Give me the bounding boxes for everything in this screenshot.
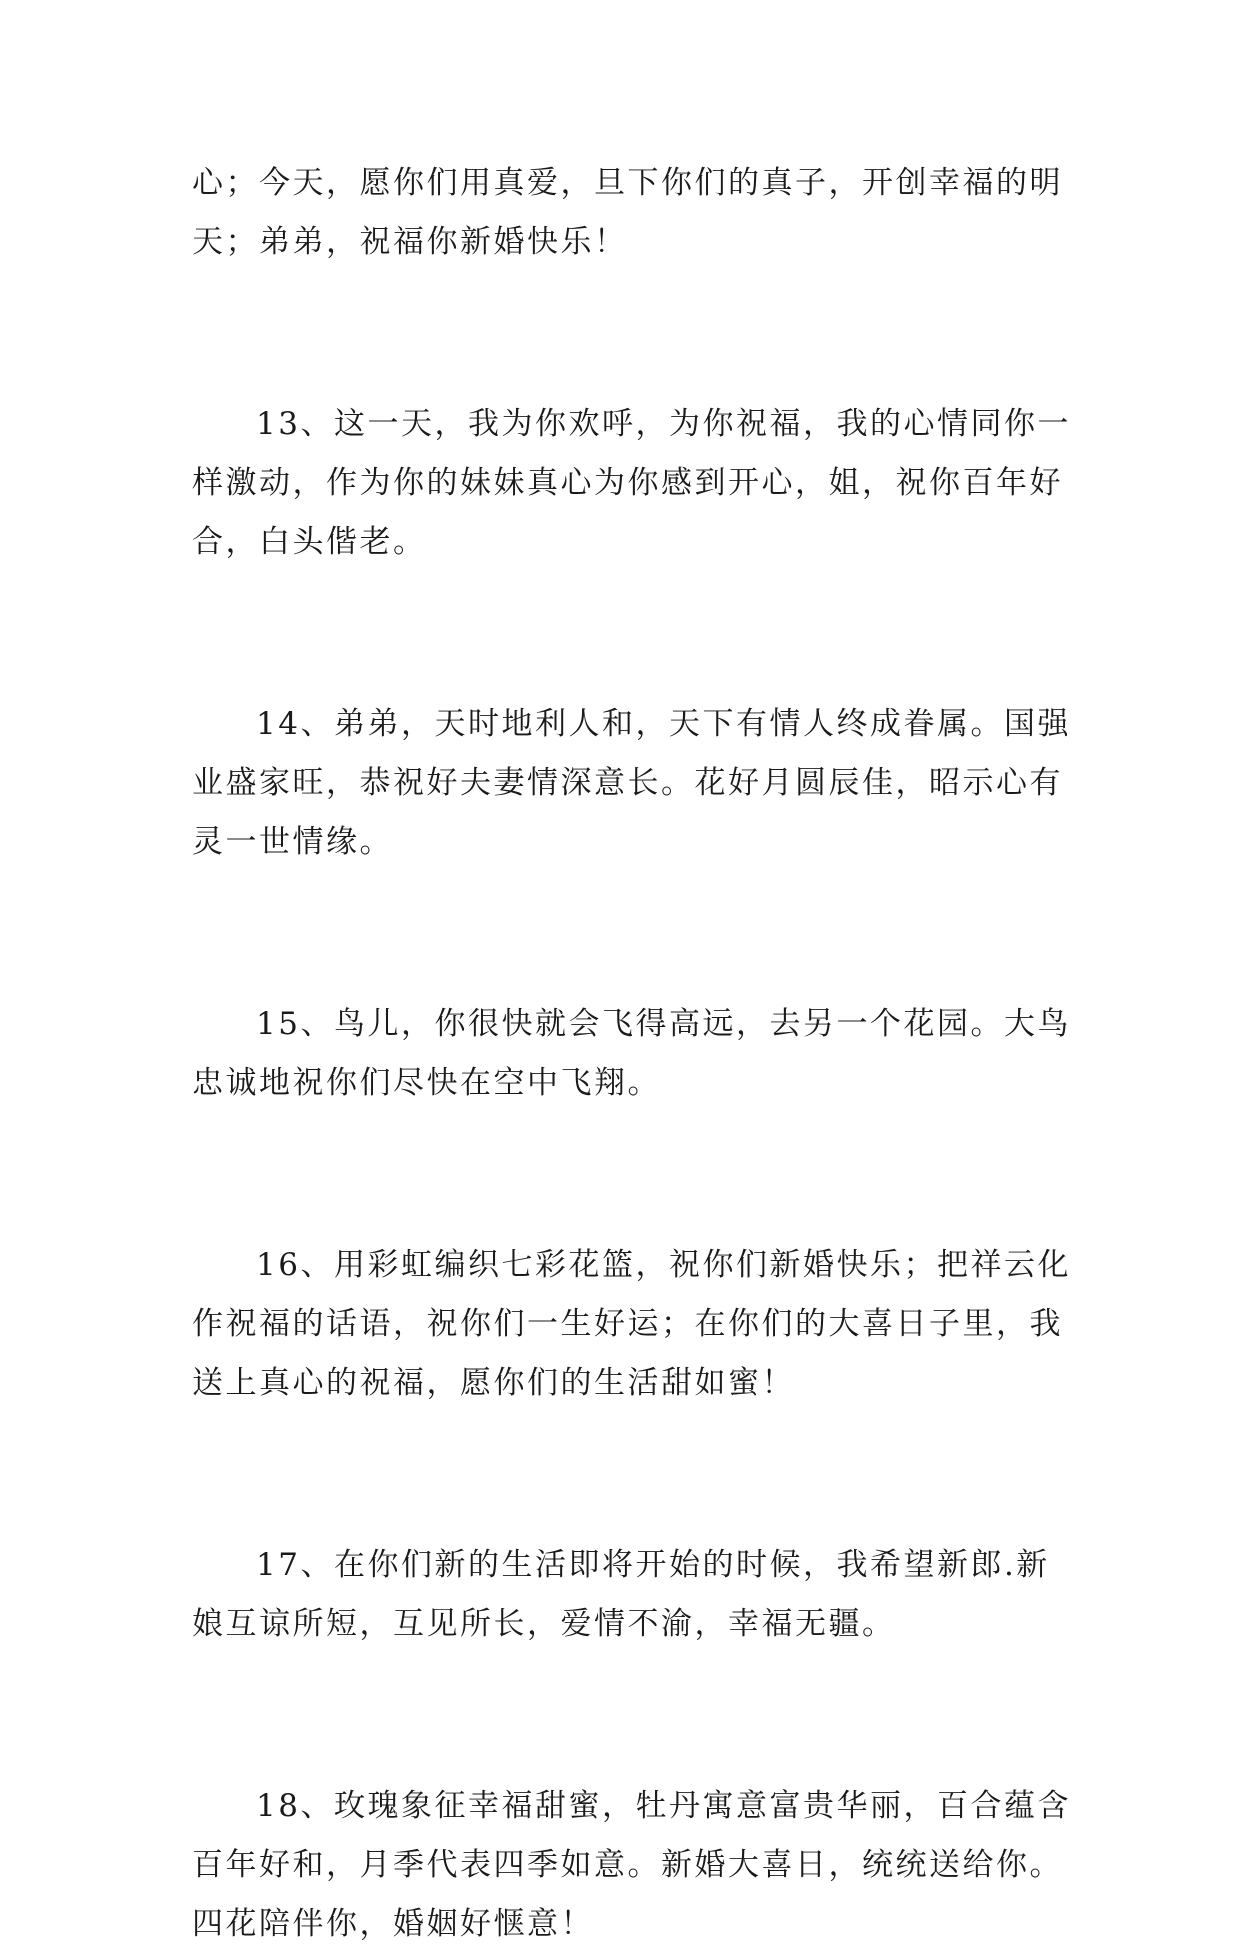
paragraph-16 [192, 1236, 1072, 1413]
text-line: 娘互谅所短，互见所长，爱情不渝，幸福无疆。 [192, 1606, 896, 1642]
text-line: 送上真心的祝福，愿你们的生活甜如蜜！ [192, 1365, 795, 1401]
text-line: 13、这一天，我为你欢呼，为你祝福，我的心情同你一 [256, 406, 1071, 442]
paragraph-13 [192, 395, 1072, 572]
text-line: 四花陪伴你，婚姻好惬意！ [192, 1906, 594, 1942]
text-line: 17、在你们新的生活即将开始的时候，我希望新郎.新 [256, 1547, 1050, 1583]
paragraph-12-continuation [192, 154, 1072, 272]
paragraph-18 [192, 1777, 1072, 1954]
text-line: 16、用彩虹编织七彩花篮，祝你们新婚快乐；把祥云化 [256, 1247, 1071, 1283]
document-body [192, 154, 1072, 1954]
text-line: 忠诚地祝你们尽快在空中飞翔。 [192, 1065, 661, 1101]
text-line: 18、玫瑰象征幸福甜蜜，牡丹寓意富贵华丽，百合蕴含 [256, 1788, 1071, 1824]
text-line: 样激动，作为你的妹妹真心为你感到开心，姐，祝你百年好 [192, 465, 1063, 501]
text-line: 作祝福的话语，祝你们一生好运；在你们的大喜日子里，我 [192, 1306, 1063, 1342]
text-line: 14、弟弟，天时地利人和，天下有情人终成眷属。国强 [256, 706, 1071, 742]
paragraph-14 [192, 695, 1072, 872]
text-line: 百年好和，月季代表四季如意。新婚大喜日，统统送给你。 [192, 1847, 1063, 1883]
text-line: 业盛家旺，恭祝好夫妻情深意长。花好月圆辰佳，昭示心有 [192, 765, 1063, 801]
text-line: 心；今天，愿你们用真爱，旦下你们的真子，开创幸福的明 [192, 165, 1063, 201]
text-line: 15、鸟儿，你很快就会飞得高远，去另一个花园。大鸟 [256, 1006, 1071, 1042]
text-line: 灵一世情缘。 [192, 824, 393, 860]
paragraph-17 [192, 1536, 1072, 1654]
text-line: 合，白头偕老。 [192, 524, 427, 560]
text-line: 天；弟弟，祝福你新婚快乐！ [192, 224, 628, 260]
paragraph-15 [192, 995, 1072, 1113]
